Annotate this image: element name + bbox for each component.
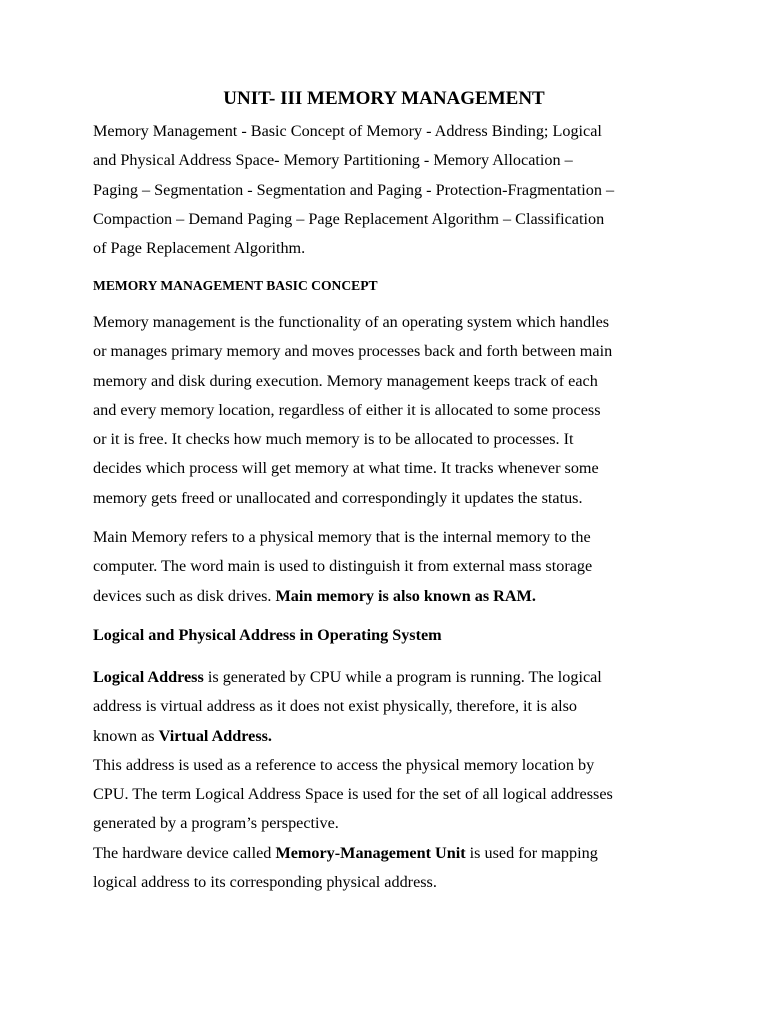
paragraph-text: is used for mapping <box>465 843 598 862</box>
logical-address-term: Logical Address <box>93 668 204 686</box>
paragraph-text: devices such as disk drives. <box>93 586 276 605</box>
paragraph-line: or it is free. It checks how much memory is to be allocated to processes. It <box>93 430 574 449</box>
paragraph-line: logical address to its corresponding physical address. <box>93 873 437 892</box>
paragraph-line: Main Memory refers to a physical memory that is the internal memory to the <box>93 528 591 546</box>
virtual-address-term: Virtual Address. <box>158 726 272 745</box>
intro-line: Paging – Segmentation - Segmentation and Paging - Protection-Fragmentation – <box>93 180 615 199</box>
paragraph-line: generated by a program’s perspective. <box>93 814 339 833</box>
paragraph-line: computer. The word main is used to distinguish it from external mass storage <box>93 557 593 576</box>
memory-management-paragraph <box>93 308 683 513</box>
intro-line: and Physical Address Space- Memory Partitioning - Memory Allocation – <box>93 151 573 170</box>
paragraph-text: The hardware device called <box>93 843 276 862</box>
paragraph-line: Memory management is the functionality of an operating system which handles <box>93 313 610 331</box>
paragraph-line: memory and disk during execution. Memory management keeps track of each <box>93 371 598 390</box>
paragraph-line: memory gets freed or unallocated and correspondingly it updates the status. <box>93 488 583 507</box>
intro-line: Compaction – Demand Paging – Page Replacement Algorithm – Classification <box>93 209 605 228</box>
section-heading-basic-concept: MEMORY MANAGEMENT BASIC CONCEPT <box>93 278 378 293</box>
paragraph-line <box>93 663 683 692</box>
ram-emphasis: Main memory is also known as RAM. <box>275 586 536 605</box>
intro-line: Memory Management - Basic Concept of Memory - Address Binding; Logical <box>93 122 602 140</box>
paragraph-line: address is virtual address as it does not exist physically, therefore, it is also <box>93 697 578 716</box>
paragraph-line: decides which process will get memory at what time. It tracks whenever some <box>93 459 599 478</box>
paragraph-text: is generated by CPU while a program is running. The logical <box>203 668 602 686</box>
page-title: UNIT- III MEMORY MANAGEMENT <box>223 88 545 109</box>
intro-paragraph <box>93 117 683 263</box>
section-heading-logical-physical: Logical and Physical Address in Operating System <box>93 626 442 644</box>
main-memory-paragraph <box>93 523 683 611</box>
paragraph-line: and every memory location, regardless of either it is allocated to some process <box>93 400 601 419</box>
mmu-term: Memory-Management Unit <box>275 843 466 862</box>
logical-address-paragraph <box>93 663 683 897</box>
paragraph-line <box>93 839 683 868</box>
paragraph-line <box>93 722 683 751</box>
paragraph-line <box>93 582 683 611</box>
intro-line: of Page Replacement Algorithm. <box>93 239 306 258</box>
paragraph-text: known as <box>93 726 159 745</box>
paragraph-line: This address is used as a reference to access the physical memory location by <box>93 755 595 774</box>
paragraph-line: or manages primary memory and moves processes back and forth between main <box>93 342 613 361</box>
paragraph-line: CPU. The term Logical Address Space is used for the set of all logical addresses <box>93 785 613 804</box>
